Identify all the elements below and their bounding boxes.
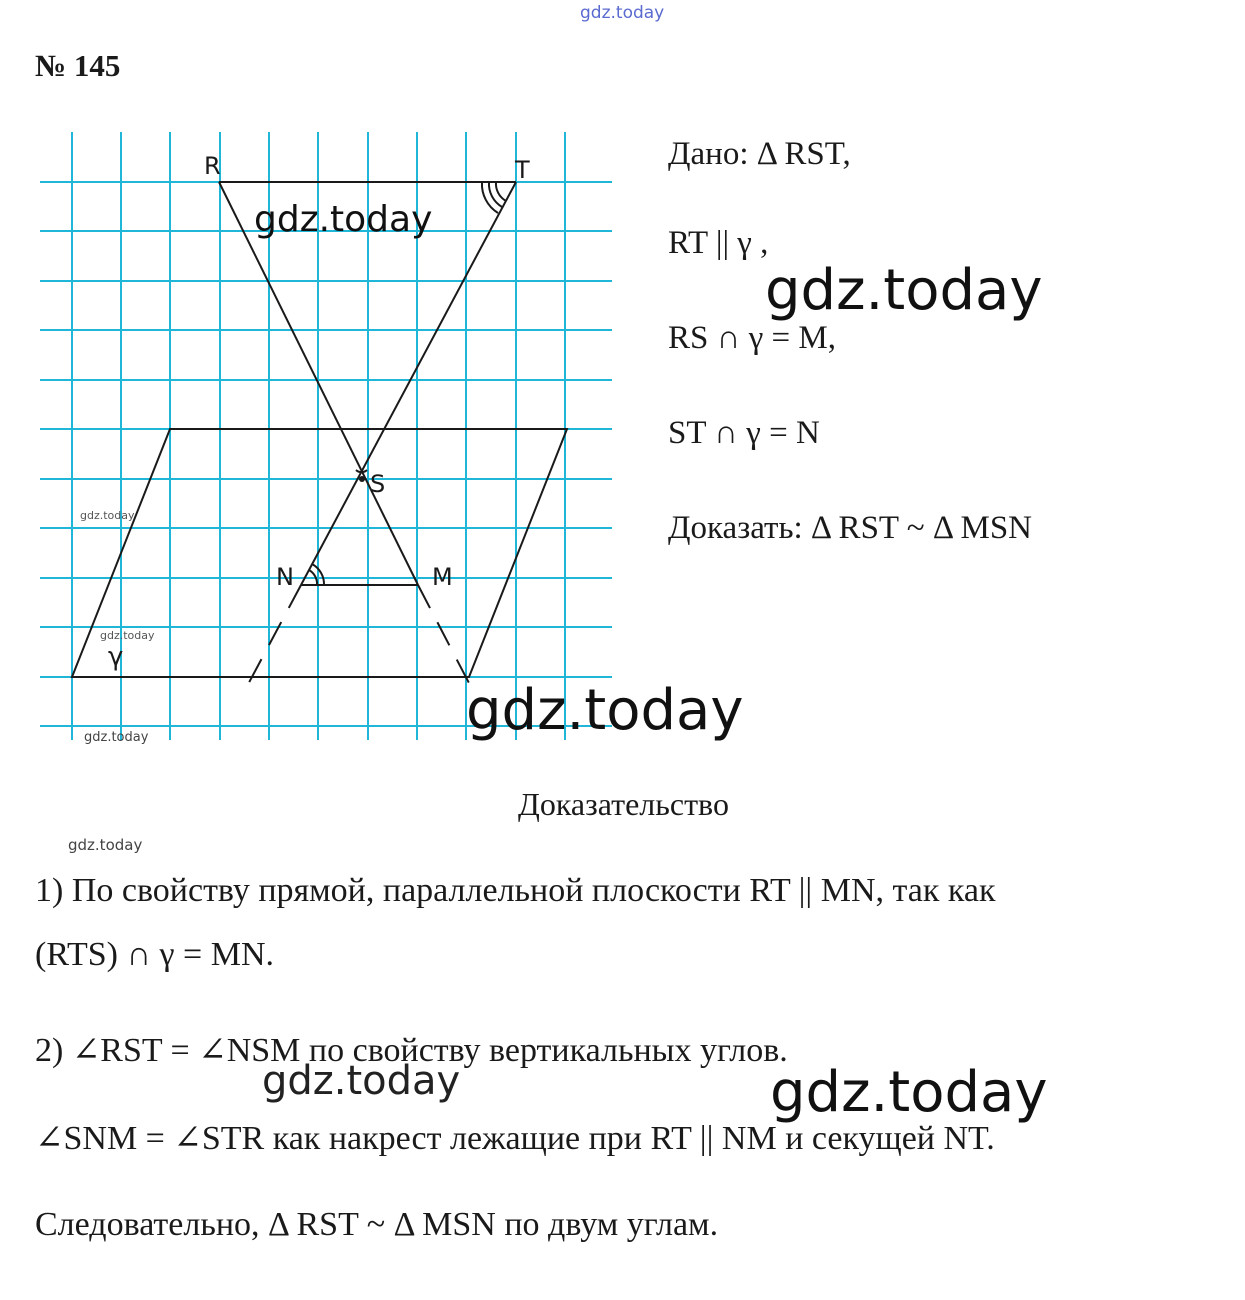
dashed-n-extension: [245, 585, 301, 690]
given-line-1: Дано: Δ RST,: [668, 136, 851, 172]
watermark-3: gdz.today: [68, 836, 143, 854]
point-s: [359, 476, 365, 482]
angle-mark-t-1: [496, 182, 506, 201]
segment-tn: [301, 182, 516, 585]
proof-line-3: 2) ∠RST = ∠NSM по свойству вертикальных углов.: [35, 1032, 788, 1069]
prove-line: Доказать: Δ RST ~ Δ MSN: [668, 510, 1033, 546]
dashed-m-extension: [418, 585, 470, 685]
proof-heading: Доказательство: [518, 786, 729, 822]
label-s: S: [370, 470, 386, 498]
label-m: M: [432, 563, 453, 591]
figure-watermark-small-2: gdz.today: [100, 629, 155, 642]
given-line-4: ST ∩ γ = N: [668, 415, 820, 451]
figure-watermark-small-3: gdz.today: [84, 730, 149, 745]
label-t: T: [515, 156, 530, 184]
label-r: R: [204, 152, 221, 180]
problem-number: № 145: [35, 48, 121, 83]
proof-line-5: Следовательно, Δ RST ~ Δ MSN по двум углам.: [35, 1206, 719, 1243]
geometry-figure: [0, 0, 640, 760]
watermark-2: gdz.today: [466, 678, 744, 743]
top-watermark: gdz.today: [580, 3, 665, 23]
proof-line-2: (RTS) ∩ γ = MN.: [35, 936, 274, 973]
watermark-4: gdz.today: [262, 1058, 461, 1104]
given-line-3: RS ∩ γ = M,: [668, 320, 836, 356]
watermark-1: gdz.today: [765, 258, 1043, 323]
label-gamma: γ: [108, 642, 124, 672]
proof-line-4: ∠SNM = ∠STR как накрест лежащие при RT || NM и секущей NT.: [35, 1120, 995, 1157]
proof-line-1: 1) По свойству прямой, параллельной плоскости RT || MN, так как: [35, 872, 996, 909]
figure-watermark: gdz.today: [254, 199, 433, 240]
watermark-5: gdz.today: [770, 1060, 1048, 1125]
given-line-2: RT || γ ,: [668, 225, 769, 261]
label-n: N: [276, 563, 294, 591]
figure-watermark-small-1: gdz.today: [80, 509, 135, 522]
